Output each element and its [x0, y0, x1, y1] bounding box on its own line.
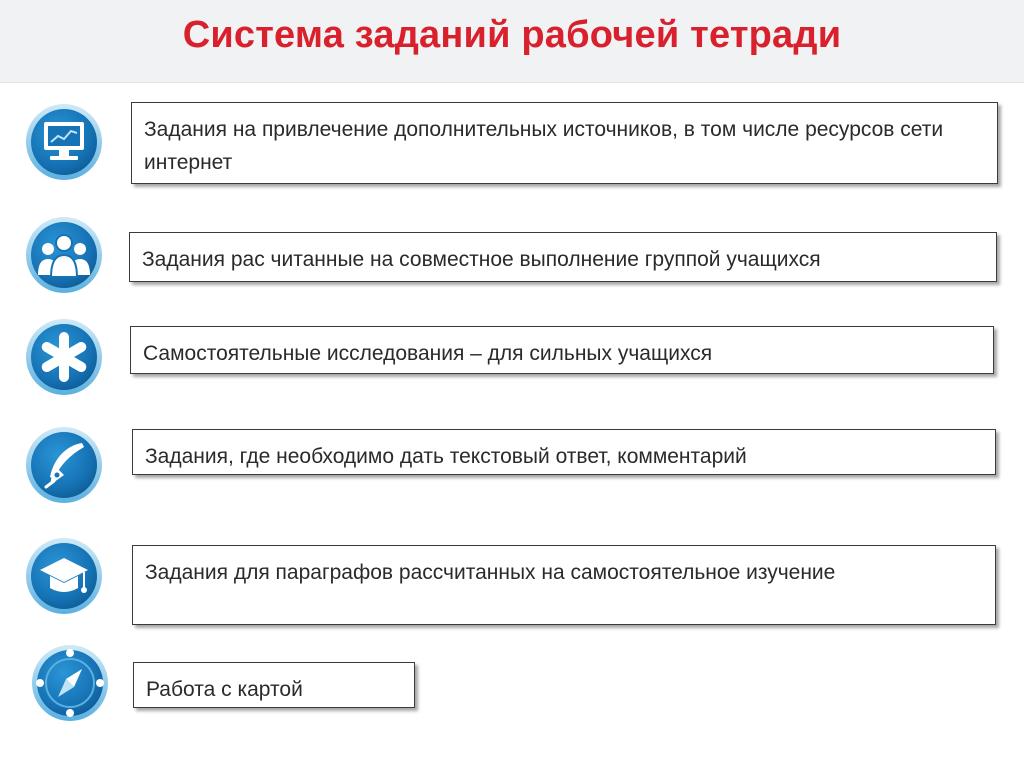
list-item: [133, 662, 415, 708]
list-item: [130, 326, 994, 374]
list-item: [129, 232, 997, 282]
compass-icon: [30, 643, 110, 723]
list-item-text: Задания рас читанные на совместное выполнение группой учащихся: [142, 248, 821, 271]
monitor-icon: [24, 102, 104, 182]
quill-pen-icon: [24, 425, 104, 505]
list-item: [131, 102, 998, 184]
list-item-text: Работа с картой: [146, 678, 303, 701]
asterisk-icon: [24, 317, 104, 397]
page-title: Система заданий рабочей тетради: [182, 14, 842, 56]
group-people-icon: [24, 215, 104, 295]
list-item: [132, 545, 996, 625]
list-item: [132, 429, 996, 475]
list-item-text: Задания на привлечение дополнительных источников, в том числе ресурсов сети интернет: [144, 118, 944, 174]
title-bar: [0, 0, 1024, 83]
graduation-cap-icon: [24, 536, 104, 616]
list-item-text: Задания для параграфов рассчитанных на самостоятельное изучение: [145, 561, 836, 584]
list-item-text: Задания, где необходимо дать текстовый ответ, комментарий: [145, 445, 747, 468]
list-item-text: Самостоятельные исследования – для сильных учащихся: [143, 342, 713, 365]
